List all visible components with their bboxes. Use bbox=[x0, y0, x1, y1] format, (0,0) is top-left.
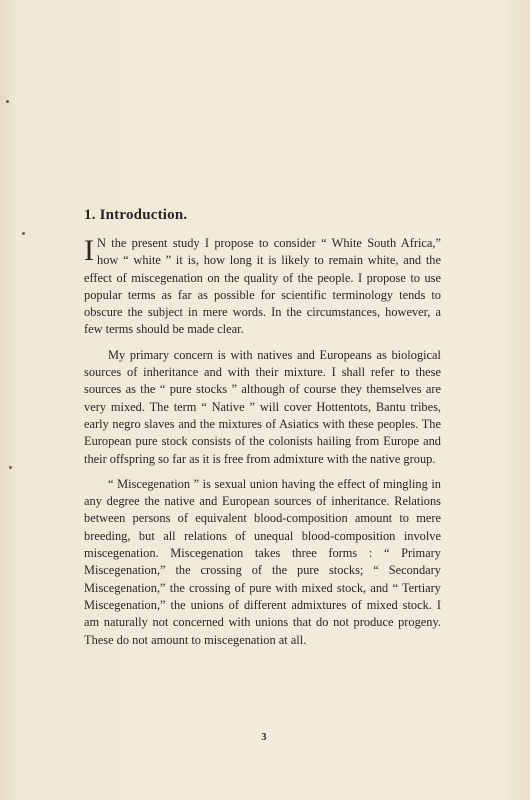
section-heading: 1. Introduction. bbox=[84, 207, 188, 223]
paper-speck bbox=[9, 466, 12, 469]
drop-cap: I bbox=[84, 234, 94, 267]
paper-speck bbox=[22, 232, 25, 235]
paper-speck bbox=[6, 100, 9, 103]
paragraph-1 bbox=[84, 235, 441, 339]
page-number: 3 bbox=[261, 732, 267, 743]
body-text bbox=[84, 235, 441, 657]
paragraph-2: My primary concern is with natives and Europeans as biological sources of inheritance and with their mixture. I shall refer to these sources as the “ pure stocks ” although of course they themselves are very mixed. The term “ Native ” will cover Hottentots, Bantu tribes, early negro slaves and the mixtures of Asiatics with these peoples. The European pure stock consists of the colonists hailing from Europe and their offspring so far as it is free from admixture with the native group. bbox=[84, 347, 441, 466]
paragraph-3: “ Miscegenation ” is sexual union having the effect of mingling in any degree the native and European sources of inheritance. Relations between persons of equivalent blood-composition amount to mere breeding, but all relations of unequal blood-composition involve miscegenation. Miscegenation takes three forms : “ Primary Miscegenation,” the crossing of the pure stocks; “ Secondary Miscegenation,” the crossing of pure with mixed stock, and “ Tertiary Miscegenation,” the unions of different admixtures of mixed stock. I am naturally not concerned with unions that do not produce progeny. These do not amount to miscegenation at all. bbox=[84, 476, 441, 647]
paragraph-1-text: N the present study I propose to consider “ White South Africa,” how “ white ” it is, how long it is likely to remain white, and the effect of miscegenation on the quality of the people. I propose to use popular terms as far as possible for scientific terminology tends to obscure the subject in mere words. In the circumstances, however, a few terms should be made clear. bbox=[84, 236, 441, 337]
